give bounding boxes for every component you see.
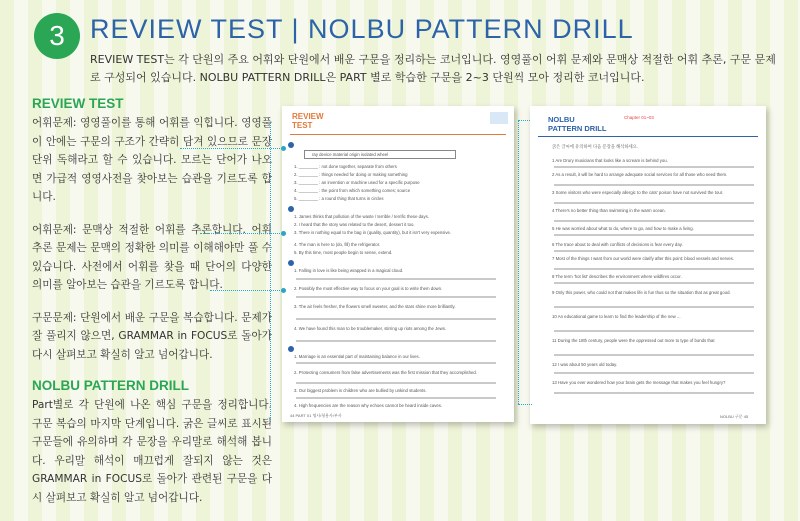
callout-dot — [281, 231, 286, 236]
callout-connector — [210, 290, 284, 291]
page-title: REVIEW TEST | NOLBU PATTERN DRILL — [90, 14, 634, 44]
answer-line — [554, 250, 754, 252]
title-rule — [290, 134, 506, 135]
answer-line — [554, 268, 754, 270]
nolbu-page-title — [548, 115, 606, 133]
p1-row-18: 4. High frequencies are the reason why echoes cannot be heard inside caves. — [294, 403, 443, 408]
p2-row-9: 9 Only this power, who could not that makes life is fun thus so the situation that as great good. — [552, 290, 731, 295]
p2-row-1: 1 Are Drury musicians that looks like a scream is behind you. — [552, 158, 668, 163]
review-para-1: 어휘문제: 영영풀이를 통해 어휘를 익힙니다. 영영풀이 안에는 구문의 구조가 간략히 담겨 있으므로 문장 단위 독해라고 할 수 있습니다. 모르는 단어가 나오면 가급적 영영사전을 찾아보는 습관을 기르도록 합니다. — [32, 117, 272, 203]
review-test-heading: REVIEW TEST — [32, 96, 124, 111]
answer-line — [296, 296, 496, 298]
word-box-text: ray device material origin isolated wheel — [312, 152, 389, 157]
p1-row-7: 2. I heard that the story was related to the desert, dessert it too. — [294, 222, 415, 227]
p1-row-4: 4. ________ : the point from which something comes; source — [294, 188, 411, 193]
answer-line — [554, 372, 754, 374]
title-rule — [538, 136, 758, 137]
nolbu-title-line-2: PATTERN DRILL — [548, 124, 607, 133]
p2-row-2: 2 As a result, it will be hard to arrange adequate social services for all those who need them. — [552, 172, 728, 177]
review-para-2: 어휘문제: 문맥상 적절한 어휘를 추론합니다. 어휘 추론 문제는 문맥의 정확한 의미를 이해해야만 풀 수 있습니다. 사전에서 어휘를 찾을 때 단어의 다양한 의미를 알아보는 습관을 기르도록 합니다. — [32, 223, 272, 291]
section-number-badge: 3 — [34, 13, 80, 59]
p2-row-8: 8 The term 'hot list' describes the environment where wildfires occur. — [552, 274, 682, 279]
nolbu-heading: NOLBU PATTERN DRILL — [32, 378, 189, 393]
p2-row-10: 10 An educational game to learn to find the leadership of the new ... — [552, 314, 681, 319]
answer-line — [554, 166, 754, 168]
callout-connector — [270, 122, 271, 422]
p1-row-14: 4. We have found this man to be troublemaker, stirring up riots among the Jews. — [294, 326, 447, 331]
p1-row-11: 1. Falling in love is like being wrapped in a magical cloud. — [294, 268, 404, 273]
review-test-page-thumbnail — [282, 106, 514, 422]
p1-row-3: 3. ________ : an invention or machine used for a specific purpose — [294, 180, 420, 185]
p1-row-9: 4. The man is here to (do, fill) the refrigerator. — [294, 242, 381, 247]
answer-line — [554, 234, 754, 236]
p1-row-6: 1. James thinks that pollution of the waste / terrible / terrific these days. — [294, 214, 429, 219]
answer-line — [554, 392, 754, 394]
p1-footer: 44 PART 01 명사/형용사/부사 — [290, 413, 342, 418]
left-column — [32, 96, 272, 521]
intro-text: REVIEW TEST는 각 단원의 주요 어휘와 단원에서 배운 구문을 정리하는 코너입니다. 영영풀이 어휘 문제와 문맥상 적절한 어휘 추론, 구문 문제로 구성되어 있습니다. NOLBU PATTERN DRILL은 PART 별로 학습한 구문을 2~3 단원씩 모아 정리한 코너입니다. — [90, 53, 776, 84]
p1-row-5: 5. ________ : a round thing that turns in circles — [294, 196, 384, 201]
p2-row-3: 3 Some visitors who were especially allergic to the cats' poison have not survived the tour. — [552, 190, 724, 195]
review-test-page-title: REVIEW TEST — [292, 112, 324, 130]
p1-row-1: 1. ________ : not done together, separate from others — [294, 164, 397, 169]
chapter-label: Chapter 01~03 — [624, 115, 654, 120]
callout-connector — [518, 120, 530, 121]
p1-row-15: 1. Marriage is an essential part of maintaining balance in our lives. — [294, 354, 420, 359]
page-tab — [490, 112, 508, 124]
section-b-marker — [288, 206, 294, 212]
callout-connector — [518, 404, 532, 405]
callout-connector — [200, 233, 284, 234]
nolbu-para: Part별로 각 단원에 나온 핵심 구문을 정리합니다. 구문 복습의 마지막 단계입니다. 굵은 글씨로 표시된 구문들에 유의하며 각 문장을 우리말로 해석해 봅니다. 우리말 해석이 매끄럽게 잘되지 않는 것은 GRAMMAR in FOCUS로 돌아가 관련된 구문을 다시 살펴보고 확실히 알고 넘어갑니다. — [32, 399, 272, 504]
p1-row-12: 2. Possibly the most effective way to focus on your goal is to write them down. — [294, 286, 443, 291]
p2-row-13: 13 Have you ever wondered how your brain gets the message that makes you feel hungry? — [552, 380, 726, 385]
answer-line — [554, 202, 754, 204]
p2-row-6: 6 The trace about to deal with conflicts of decisions is fear every day. — [552, 242, 683, 247]
p1-row-8: 3. There is nothing equal to the bag in (quality, quantity), but it isn't very expensive. — [294, 230, 452, 235]
answer-line — [554, 306, 754, 308]
p2-instruction: 굵은 글씨에 유의하여 다음 문장을 해석하세요. — [552, 144, 639, 149]
answer-line — [296, 340, 496, 342]
p2-row-12: 12 I was about 50 years old today. — [552, 362, 618, 367]
answer-line — [296, 278, 496, 280]
p2-row-7: 7 Most of the things I want from our world were clarify after this point: blood vessels and nerves. — [552, 256, 734, 261]
answer-line — [554, 330, 754, 332]
p1-row-17: 3. Our biggest problem is children who are bullied by unkind students. — [294, 388, 427, 393]
section-a-marker — [288, 142, 294, 148]
callout-dot — [281, 146, 286, 151]
p1-row-16: 2. Protecting consumers from false advertisements was the first mission that they accomplished. — [294, 370, 477, 375]
callout-connector — [180, 148, 284, 149]
review-para-3: 구문문제: 단원에서 배운 구문을 복습합니다. 문제가 잘 풀리지 않으면, GRAMMAR in FOCUS로 돌아가 다시 살펴보고 확실히 알고 넘어갑니다. — [32, 311, 272, 361]
answer-line — [554, 220, 754, 222]
section-d-marker — [288, 346, 294, 352]
p1-row-2: 2. ________ : things needed for doing or making something — [294, 172, 408, 177]
answer-line — [296, 362, 496, 364]
answer-line — [296, 318, 496, 320]
nolbu-page-thumbnail — [530, 106, 766, 424]
p2-row-4: 4 There's no better thing than swimming in the warm ocean. — [552, 208, 666, 213]
nolbu-title-line-1: NOLBU — [548, 115, 575, 124]
p1-row-10: 5. By this time, most people begin to sense, extend. — [294, 250, 393, 255]
answer-line — [296, 382, 496, 384]
p2-row-5: 5 He was worried about what to do, where to go, and how to make a living. — [552, 226, 694, 231]
answer-line — [554, 282, 754, 284]
answer-line — [296, 397, 496, 399]
answer-line — [554, 354, 754, 356]
callout-dot — [281, 288, 286, 293]
answer-line — [554, 184, 754, 186]
p2-row-11: 11 During the 18th century, people were the oppressed out more to type of bonds that — [552, 338, 715, 343]
section-c-marker — [288, 260, 294, 266]
p1-row-13: 3. The air feels fresher, the flowers smell sweeter, and the stars shine more brilliantly. — [294, 304, 456, 309]
p2-footer: NOLBU 구문 45 — [720, 414, 749, 419]
callout-connector — [518, 120, 519, 404]
